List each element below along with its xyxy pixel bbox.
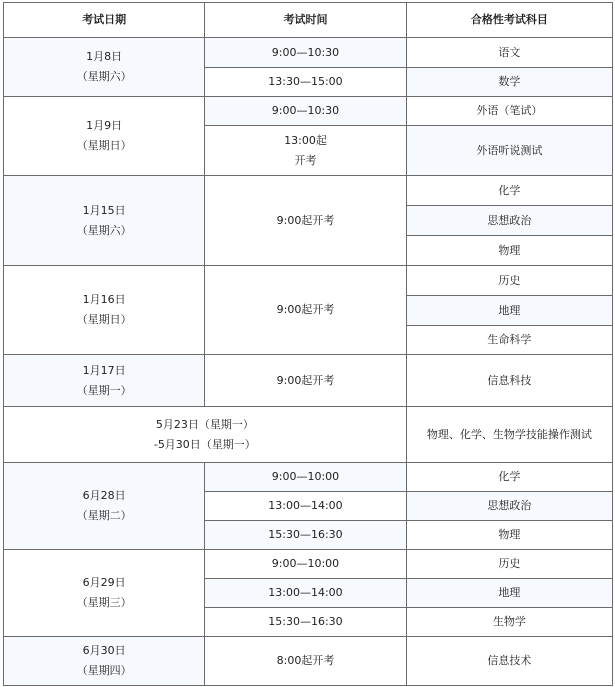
time-cell: 8:00起开考 (205, 637, 406, 686)
weekday-text: （星期二） (76, 509, 132, 522)
header-exam-time: 考试时间 (205, 3, 406, 38)
date-text: 5月23日（星期一） (155, 417, 254, 431)
time-cell: 9:00起开考 (205, 176, 406, 266)
subject-cell: 物理、化学、生物学技能操作测试 (406, 407, 612, 463)
time-cell: 9:00起开考 (205, 355, 406, 407)
weekday-text: （星期日） (76, 139, 132, 152)
table-row (4, 463, 613, 492)
table-row (4, 355, 613, 407)
subject-cell: 地理 (406, 296, 612, 326)
date-cell (4, 355, 205, 407)
table-row (4, 97, 613, 126)
table-row (4, 176, 613, 206)
subject-cell: 生命科学 (406, 326, 612, 355)
subject-cell: 物理 (406, 521, 612, 550)
weekday-text: （星期一） (76, 383, 132, 397)
subject-cell: 物理 (406, 236, 612, 266)
weekday-text: （星期日） (76, 313, 132, 326)
time-cell: 9:00起开考 (205, 266, 406, 355)
subject-cell: 信息技术 (406, 637, 612, 686)
date-cell (4, 266, 205, 355)
time-cell: 13:30—15:00 (205, 68, 406, 97)
time-text: 13:00起 (284, 133, 327, 147)
date-cell (4, 97, 205, 176)
table-header-row (4, 3, 613, 38)
table-row (4, 407, 613, 463)
time-cell: 9:00—10:00 (205, 463, 406, 492)
weekday-text: （星期四） (76, 664, 132, 677)
subject-cell: 化学 (406, 463, 612, 492)
time-cell: 15:30—16:30 (205, 608, 406, 637)
date-cell (4, 176, 205, 266)
subject-cell: 化学 (406, 176, 612, 206)
date-text: 1月8日 (86, 50, 123, 63)
time-cell: 13:00—14:00 (205, 579, 406, 608)
date-cell (4, 550, 205, 637)
weekday-text: （星期六） (76, 223, 132, 237)
date-text: 1月17日 (82, 363, 126, 377)
exam-schedule-table (3, 2, 613, 686)
time-cell: 9:00—10:30 (205, 38, 406, 68)
date-cell (4, 463, 205, 550)
subject-cell: 历史 (406, 550, 612, 579)
time-cell: 13:00—14:00 (205, 492, 406, 521)
subject-cell: 信息科技 (406, 355, 612, 407)
date-text: 1月16日 (82, 293, 126, 306)
date-cell (4, 38, 205, 97)
date-text: -5月30日（星期一） (153, 437, 256, 451)
time-cell (205, 126, 406, 176)
date-text: 1月15日 (82, 203, 126, 217)
subject-cell: 外语听说测试 (406, 126, 612, 176)
time-cell: 9:00—10:00 (205, 550, 406, 579)
subject-cell: 数学 (406, 68, 612, 97)
date-range-cell (4, 407, 407, 463)
date-text: 6月30日 (82, 644, 126, 657)
date-text: 1月9日 (86, 119, 123, 132)
subject-cell: 生物学 (406, 608, 612, 637)
subject-cell: 历史 (406, 266, 612, 296)
table-row (4, 38, 613, 68)
subject-cell: 外语（笔试） (406, 97, 612, 126)
table-row (4, 637, 613, 686)
table-row (4, 550, 613, 579)
subject-cell: 地理 (406, 579, 612, 608)
table-row (4, 266, 613, 296)
date-cell (4, 637, 205, 686)
subject-cell: 思想政治 (406, 206, 612, 236)
time-cell: 9:00—10:30 (205, 97, 406, 126)
header-exam-date: 考试日期 (4, 3, 205, 38)
date-text: 6月29日 (82, 576, 126, 589)
date-text: 6月28日 (82, 489, 126, 502)
weekday-text: （星期三） (76, 596, 132, 609)
weekday-text: （星期六） (76, 70, 132, 83)
header-subject: 合格性考试科目 (406, 3, 612, 38)
subject-cell: 思想政治 (406, 492, 612, 521)
subject-cell: 语文 (406, 38, 612, 68)
time-text: 开考 (294, 153, 317, 167)
time-cell: 15:30—16:30 (205, 521, 406, 550)
